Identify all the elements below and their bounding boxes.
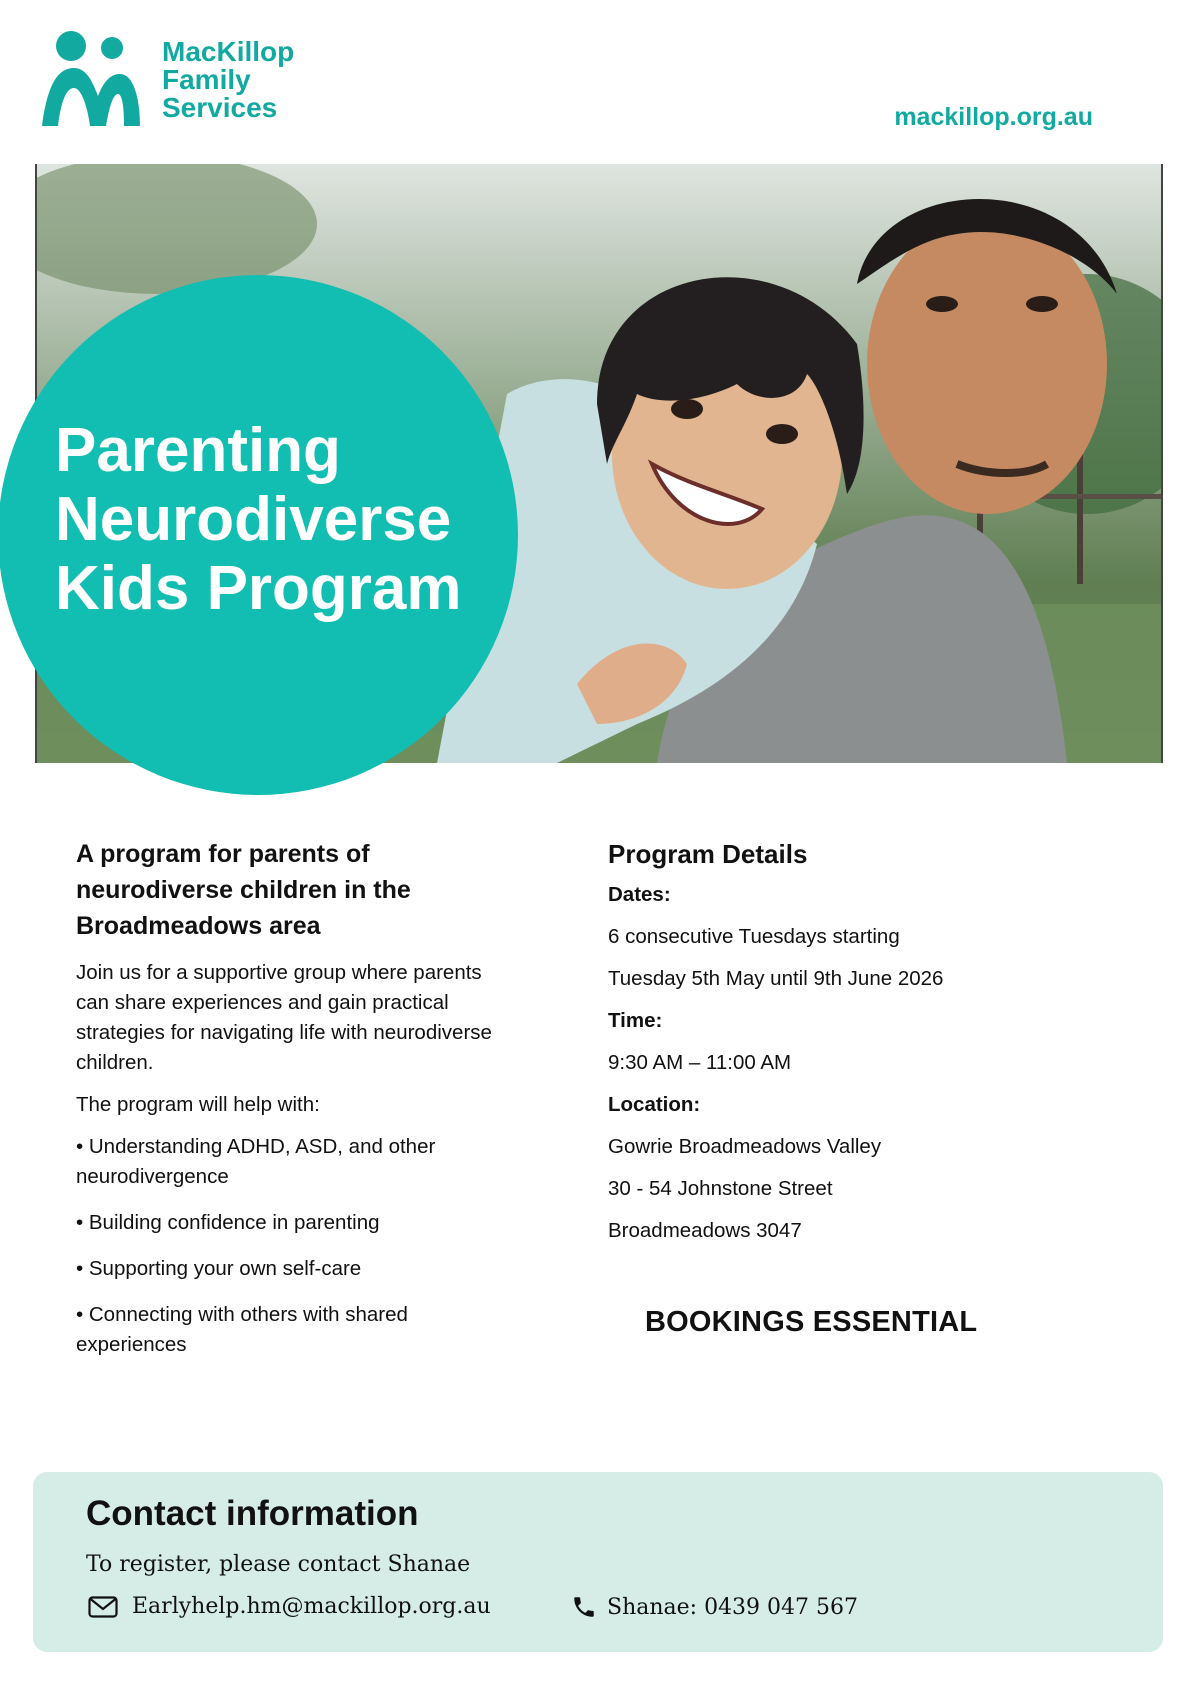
program-title bbox=[55, 416, 525, 623]
time-label: Time: bbox=[608, 1009, 663, 1032]
intro-paragraph: Join us for a supportive group where parents can share experiences and gain practical strategies for navigating life with neurodiverse children. bbox=[76, 961, 492, 1074]
help-list-item: • Building confidence in parenting bbox=[76, 1208, 516, 1238]
bookings-notice: BOOKINGS ESSENTIAL bbox=[645, 1306, 978, 1338]
phone-icon bbox=[571, 1594, 597, 1620]
location-label: Location: bbox=[608, 1093, 701, 1116]
brand-name bbox=[162, 38, 294, 122]
intro-heading: A program for parents of neurodiverse children in the Broadmeadows area bbox=[76, 840, 411, 940]
location-value: 30 - 54 Johnstone Street bbox=[608, 1177, 833, 1200]
email-address[interactable]: Earlyhelp.hm@mackillop.org.au bbox=[132, 1594, 491, 1619]
location-value: Broadmeadows 3047 bbox=[608, 1219, 802, 1242]
program-title-line: Kids Program bbox=[55, 554, 462, 623]
time-value: 9:30 AM – 11:00 AM bbox=[608, 1051, 792, 1074]
brand-name-line: Family bbox=[162, 64, 251, 95]
brand-name-line: MacKillop bbox=[162, 36, 295, 67]
program-title-line: Parenting bbox=[55, 416, 341, 485]
envelope-icon bbox=[88, 1596, 118, 1618]
help-list bbox=[76, 1132, 516, 1360]
phone-number[interactable]: Shanae: 0439 047 567 bbox=[607, 1594, 859, 1620]
program-details bbox=[608, 836, 1068, 1258]
email-link[interactable] bbox=[88, 1594, 491, 1619]
contact-heading: Contact information bbox=[86, 1494, 419, 1533]
help-list-item: • Connecting with others with shared experiences bbox=[76, 1300, 516, 1360]
dates-value: 6 consecutive Tuesdays starting bbox=[608, 925, 900, 948]
help-list-item: • Understanding ADHD, ASD, and other neurodivergence bbox=[76, 1132, 516, 1192]
program-intro bbox=[76, 836, 516, 1376]
phone-link[interactable] bbox=[571, 1594, 858, 1620]
location-value: Gowrie Broadmeadows Valley bbox=[608, 1135, 882, 1158]
mackillop-logo-icon bbox=[38, 30, 144, 130]
website-link[interactable]: mackillop.org.au bbox=[894, 103, 1093, 131]
program-title-line: Neurodiverse bbox=[55, 485, 452, 554]
contact-intro: To register, please contact Shanae bbox=[86, 1552, 471, 1577]
brand-name-line: Services bbox=[162, 92, 278, 123]
contact-panel bbox=[33, 1472, 1163, 1652]
brand-logo[interactable] bbox=[38, 30, 338, 130]
dates-value: Tuesday 5th May until 9th June 2026 bbox=[608, 967, 944, 990]
help-list-item: • Supporting your own self-care bbox=[76, 1254, 516, 1284]
dates-label: Dates: bbox=[608, 883, 671, 906]
details-heading: Program Details bbox=[608, 839, 808, 869]
help-intro: The program will help with: bbox=[76, 1093, 320, 1116]
